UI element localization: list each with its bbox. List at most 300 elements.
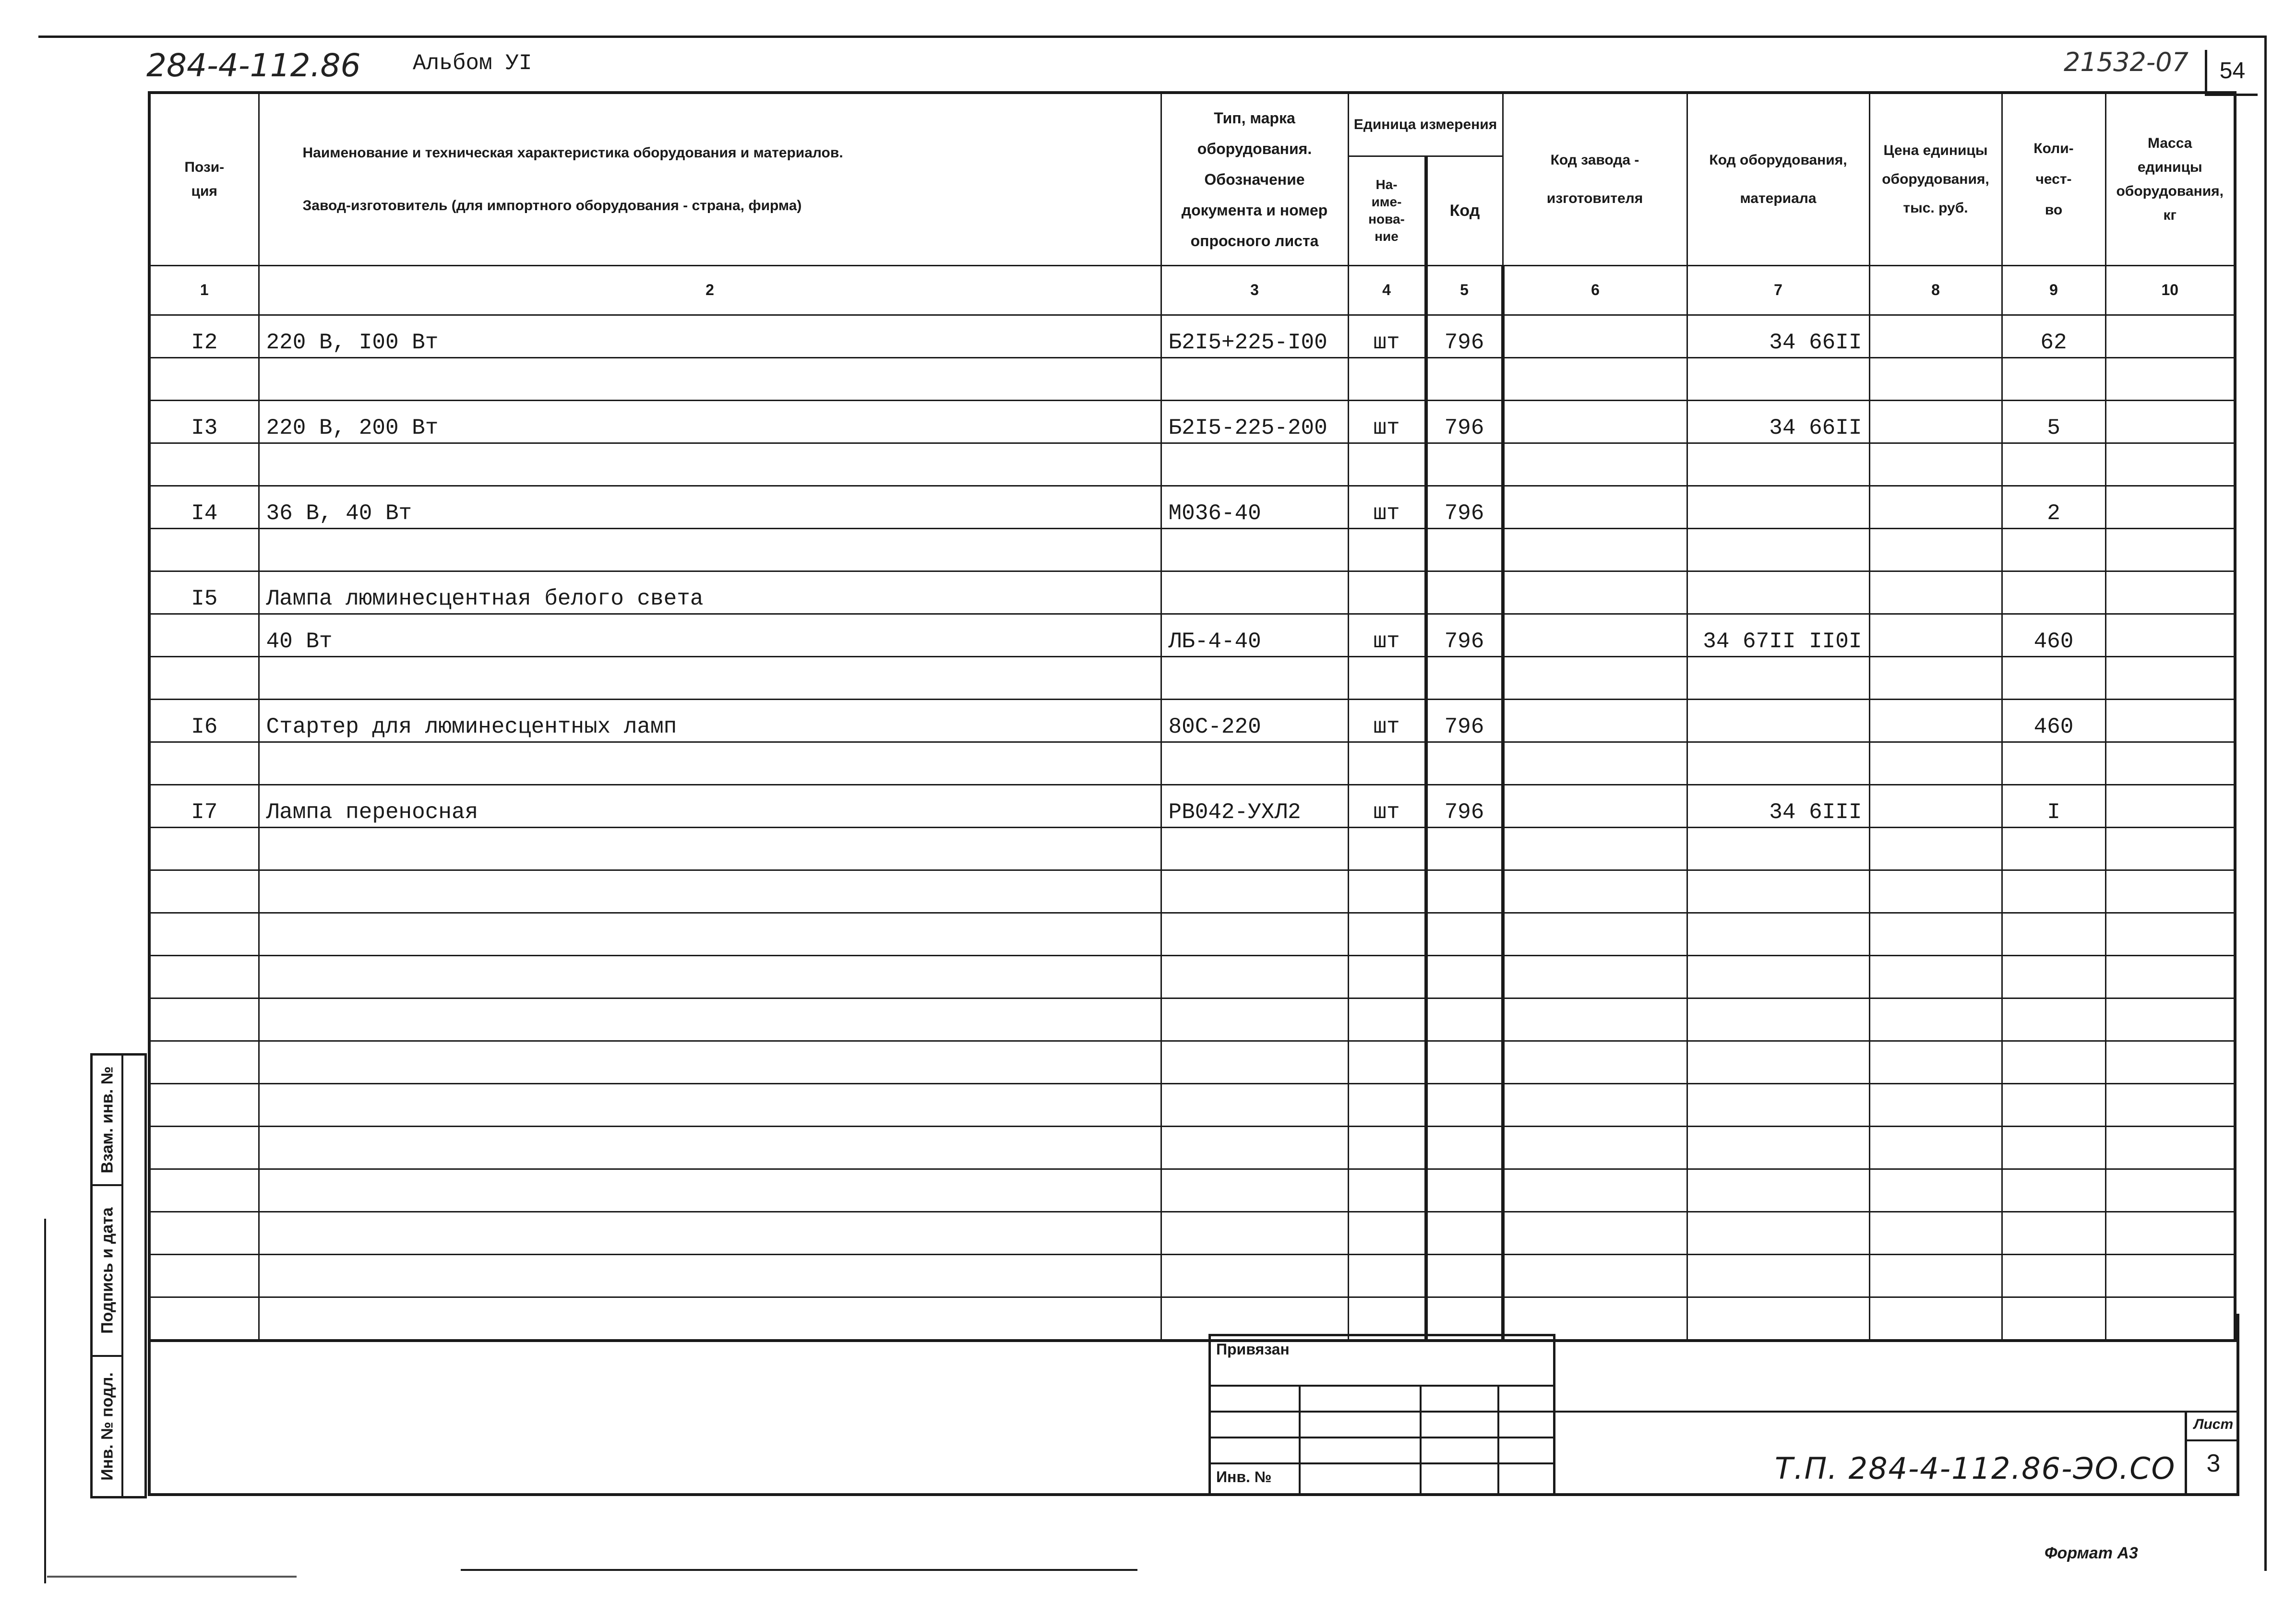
row-unit-name bbox=[1348, 998, 1426, 1041]
row-type bbox=[1161, 1169, 1348, 1212]
table-row bbox=[149, 955, 2235, 998]
row-factory-code bbox=[1503, 1083, 1687, 1126]
row-unit-code: 796 bbox=[1426, 486, 1503, 528]
row-unit-name: шт bbox=[1348, 699, 1426, 742]
col-header-quantity: Коли- чест- во bbox=[2002, 93, 2105, 265]
row-price bbox=[1869, 1212, 2002, 1254]
row-unit-code bbox=[1426, 571, 1503, 614]
row-factory-code bbox=[1503, 1169, 1687, 1212]
row-quantity bbox=[2002, 571, 2105, 614]
row-type: 80С-220 bbox=[1161, 699, 1348, 742]
row-name bbox=[259, 1126, 1161, 1169]
row-unit-code bbox=[1426, 1083, 1503, 1126]
col-header-mass: Масса единицы оборудования, кг bbox=[2105, 93, 2235, 265]
row-position bbox=[149, 528, 259, 571]
row-factory-code bbox=[1503, 614, 1687, 656]
table-row bbox=[149, 699, 2235, 742]
row-name: 220 В, I00 Вт bbox=[259, 315, 1161, 357]
col-num: 3 bbox=[1161, 265, 1348, 315]
page-number-box bbox=[2205, 50, 2258, 96]
table-row bbox=[149, 315, 2235, 357]
row-factory-code bbox=[1503, 357, 1687, 400]
row-unit-code bbox=[1426, 528, 1503, 571]
row-equipment-code bbox=[1687, 955, 1869, 998]
row-position: I6 bbox=[149, 699, 259, 742]
row-position: I4 bbox=[149, 486, 259, 528]
row-factory-code bbox=[1503, 486, 1687, 528]
row-price bbox=[1869, 357, 2002, 400]
row-factory-code bbox=[1503, 827, 1687, 870]
row-unit-code: 796 bbox=[1426, 784, 1503, 827]
row-name bbox=[259, 998, 1161, 1041]
row-mass bbox=[2105, 870, 2235, 913]
row-unit-name bbox=[1348, 913, 1426, 955]
row-quantity bbox=[2002, 870, 2105, 913]
document-designation: Т.П. 284-4-112.86-ЭО.СО bbox=[1775, 1451, 2176, 1486]
row-price bbox=[1869, 742, 2002, 784]
col-header-name: Наименование и техническая характеристика оборудования и материалов. Завод-изготовитель (для импортного оборудования - страна, фирма) bbox=[259, 93, 1161, 265]
frame-top-line bbox=[38, 36, 2265, 38]
row-quantity bbox=[2002, 357, 2105, 400]
row-price bbox=[1869, 400, 2002, 443]
row-position: I7 bbox=[149, 784, 259, 827]
row-position bbox=[149, 913, 259, 955]
tb-vline bbox=[1420, 1385, 1422, 1496]
row-equipment-code: 34 66II bbox=[1687, 400, 1869, 443]
row-name: Лампа переносная bbox=[259, 784, 1161, 827]
row-equipment-code bbox=[1687, 443, 1869, 486]
row-unit-name: шт bbox=[1348, 400, 1426, 443]
row-unit-code bbox=[1426, 357, 1503, 400]
row-position bbox=[149, 955, 259, 998]
row-unit-code: 796 bbox=[1426, 400, 1503, 443]
row-factory-code bbox=[1503, 1212, 1687, 1254]
row-unit-code bbox=[1426, 998, 1503, 1041]
margin-cell-vzam bbox=[93, 1056, 122, 1186]
row-type: Б2I5+225-I00 bbox=[1161, 315, 1348, 357]
row-quantity bbox=[2002, 1041, 2105, 1083]
row-unit-name: шт bbox=[1348, 784, 1426, 827]
table-row bbox=[149, 998, 2235, 1041]
row-mass bbox=[2105, 1041, 2235, 1083]
row-quantity: 5 bbox=[2002, 400, 2105, 443]
row-mass bbox=[2105, 486, 2235, 528]
row-name bbox=[259, 1083, 1161, 1126]
row-name bbox=[259, 742, 1161, 784]
row-quantity bbox=[2002, 742, 2105, 784]
row-price bbox=[1869, 870, 2002, 913]
row-price bbox=[1869, 614, 2002, 656]
row-quantity: 460 bbox=[2002, 699, 2105, 742]
row-quantity bbox=[2002, 656, 2105, 699]
row-factory-code bbox=[1503, 656, 1687, 699]
row-price bbox=[1869, 955, 2002, 998]
table-row bbox=[149, 1041, 2235, 1083]
table-row bbox=[149, 486, 2235, 528]
doc-code-handwritten: 284-4-112.86 bbox=[146, 47, 361, 84]
row-position: I2 bbox=[149, 315, 259, 357]
row-unit-name bbox=[1348, 656, 1426, 699]
row-unit-name bbox=[1348, 443, 1426, 486]
row-mass bbox=[2105, 1169, 2235, 1212]
row-type: М036-40 bbox=[1161, 486, 1348, 528]
row-equipment-code bbox=[1687, 827, 1869, 870]
margin-cell-inv-podl bbox=[93, 1357, 122, 1496]
row-mass bbox=[2105, 656, 2235, 699]
row-position bbox=[149, 1083, 259, 1126]
row-price bbox=[1869, 1041, 2002, 1083]
table-row bbox=[149, 443, 2235, 486]
row-factory-code bbox=[1503, 315, 1687, 357]
frame-left-line bbox=[44, 1219, 46, 1583]
row-quantity bbox=[2002, 827, 2105, 870]
row-position bbox=[149, 998, 259, 1041]
row-type bbox=[1161, 1041, 1348, 1083]
col-header-unit-group: Единица измерения bbox=[1348, 93, 1503, 156]
col-num: 6 bbox=[1503, 265, 1687, 315]
table-row bbox=[149, 614, 2235, 656]
row-type bbox=[1161, 443, 1348, 486]
row-price bbox=[1869, 827, 2002, 870]
row-factory-code bbox=[1503, 1254, 1687, 1297]
margin-label-inv-podl: Инв. № подл. bbox=[98, 1372, 117, 1481]
col-num: 9 bbox=[2002, 265, 2105, 315]
tb-line bbox=[1208, 1462, 1555, 1464]
table-row bbox=[149, 528, 2235, 571]
tb-sheet-hline bbox=[2185, 1439, 2239, 1441]
row-unit-name bbox=[1348, 1041, 1426, 1083]
row-equipment-code bbox=[1687, 913, 1869, 955]
row-type bbox=[1161, 1126, 1348, 1169]
row-name bbox=[259, 1254, 1161, 1297]
table-row bbox=[149, 1212, 2235, 1254]
row-price bbox=[1869, 571, 2002, 614]
frame-bottom-line-left bbox=[47, 1576, 297, 1578]
row-equipment-code: 34 6III bbox=[1687, 784, 1869, 827]
col-num: 8 bbox=[1869, 265, 2002, 315]
frame-right-line bbox=[2264, 36, 2267, 1571]
margin-label-vzam: Взам. инв. № bbox=[98, 1066, 117, 1174]
row-position bbox=[149, 614, 259, 656]
row-mass bbox=[2105, 571, 2235, 614]
sheet-number: 3 bbox=[2206, 1450, 2221, 1477]
row-unit-name bbox=[1348, 870, 1426, 913]
row-unit-code bbox=[1426, 1041, 1503, 1083]
margin-label-podpis: Подпись и дата bbox=[98, 1207, 117, 1334]
row-type bbox=[1161, 1254, 1348, 1297]
col-header-price: Цена единицы оборудования, тыс. руб. bbox=[1869, 93, 2002, 265]
row-mass bbox=[2105, 827, 2235, 870]
col-num: 5 bbox=[1426, 265, 1503, 315]
row-price bbox=[1869, 315, 2002, 357]
table-row bbox=[149, 1254, 2235, 1297]
row-unit-code: 796 bbox=[1426, 699, 1503, 742]
sheet-label: Лист bbox=[2193, 1416, 2234, 1432]
row-price bbox=[1869, 443, 2002, 486]
row-unit-name bbox=[1348, 1083, 1426, 1126]
margin-cell-podpis bbox=[93, 1186, 122, 1357]
row-type: Б2I5-225-200 bbox=[1161, 400, 1348, 443]
page-number: 54 bbox=[2219, 58, 2246, 83]
row-mass bbox=[2105, 1083, 2235, 1126]
row-quantity bbox=[2002, 1169, 2105, 1212]
table-row bbox=[149, 827, 2235, 870]
row-price bbox=[1869, 486, 2002, 528]
tb-outline-right-small bbox=[1553, 1334, 1555, 1496]
row-mass bbox=[2105, 784, 2235, 827]
tb-outline-top bbox=[1208, 1334, 1555, 1336]
row-factory-code bbox=[1503, 443, 1687, 486]
row-quantity bbox=[2002, 1212, 2105, 1254]
row-unit-code bbox=[1426, 742, 1503, 784]
row-mass bbox=[2105, 955, 2235, 998]
row-price bbox=[1869, 1254, 2002, 1297]
row-position bbox=[149, 870, 259, 913]
row-mass bbox=[2105, 1254, 2235, 1297]
row-mass bbox=[2105, 614, 2235, 656]
row-equipment-code bbox=[1687, 528, 1869, 571]
row-factory-code bbox=[1503, 784, 1687, 827]
row-equipment-code bbox=[1687, 486, 1869, 528]
row-type bbox=[1161, 1212, 1348, 1254]
row-quantity bbox=[2002, 1126, 2105, 1169]
row-unit-name: шт bbox=[1348, 486, 1426, 528]
row-unit-code bbox=[1426, 1212, 1503, 1254]
row-equipment-code bbox=[1687, 1083, 1869, 1126]
row-type bbox=[1161, 571, 1348, 614]
column-number-row bbox=[149, 265, 2235, 315]
tb-outline-left bbox=[1208, 1334, 1211, 1496]
row-factory-code bbox=[1503, 571, 1687, 614]
col-header-factory-code: Код завода - изготовителя bbox=[1503, 93, 1687, 265]
row-position bbox=[149, 1254, 259, 1297]
row-position bbox=[149, 357, 259, 400]
table-row bbox=[149, 400, 2235, 443]
row-name bbox=[259, 1169, 1161, 1212]
row-unit-name bbox=[1348, 955, 1426, 998]
col-header-position: Пози- ция bbox=[149, 93, 259, 265]
row-equipment-code bbox=[1687, 998, 1869, 1041]
row-equipment-code bbox=[1687, 571, 1869, 614]
table-row bbox=[149, 870, 2235, 913]
row-name: Стартер для люминесцентных ламп bbox=[259, 699, 1161, 742]
row-mass bbox=[2105, 528, 2235, 571]
row-quantity bbox=[2002, 1254, 2105, 1297]
tb-line bbox=[1208, 1437, 1555, 1438]
row-name bbox=[259, 443, 1161, 486]
table-row bbox=[149, 656, 2235, 699]
privyazan-label: Привязан bbox=[1216, 1341, 1290, 1358]
table-row bbox=[149, 784, 2235, 827]
row-unit-name: шт bbox=[1348, 315, 1426, 357]
table-row bbox=[149, 913, 2235, 955]
row-equipment-code: 34 67II II0I bbox=[1687, 614, 1869, 656]
col-num: 2 bbox=[259, 265, 1161, 315]
row-name bbox=[259, 1041, 1161, 1083]
tb-vline bbox=[1497, 1385, 1499, 1496]
row-type bbox=[1161, 528, 1348, 571]
row-quantity bbox=[2002, 1083, 2105, 1126]
col-header-type: Тип, марка оборудования. Обозначение документа и номер опросного листа bbox=[1161, 93, 1348, 265]
row-factory-code bbox=[1503, 955, 1687, 998]
row-price bbox=[1869, 784, 2002, 827]
row-name: 40 Вт bbox=[259, 614, 1161, 656]
row-price bbox=[1869, 528, 2002, 571]
margin-stamp bbox=[90, 1053, 147, 1498]
row-position bbox=[149, 1041, 259, 1083]
row-unit-name bbox=[1348, 528, 1426, 571]
row-mass bbox=[2105, 699, 2235, 742]
row-price bbox=[1869, 1083, 2002, 1126]
row-type bbox=[1161, 742, 1348, 784]
row-quantity: I bbox=[2002, 784, 2105, 827]
row-position: I5 bbox=[149, 571, 259, 614]
row-equipment-code bbox=[1687, 1254, 1869, 1297]
row-unit-code: 796 bbox=[1426, 614, 1503, 656]
row-name bbox=[259, 870, 1161, 913]
table-row bbox=[149, 742, 2235, 784]
tb-line bbox=[1208, 1411, 2239, 1413]
row-type bbox=[1161, 998, 1348, 1041]
col-num: 7 bbox=[1687, 265, 1869, 315]
row-position bbox=[149, 742, 259, 784]
row-quantity bbox=[2002, 443, 2105, 486]
row-unit-code bbox=[1426, 443, 1503, 486]
row-price bbox=[1869, 656, 2002, 699]
row-type bbox=[1161, 955, 1348, 998]
table-row bbox=[149, 571, 2235, 614]
row-unit-name bbox=[1348, 1212, 1426, 1254]
row-factory-code bbox=[1503, 1041, 1687, 1083]
specification-table bbox=[148, 91, 2236, 1342]
col-num: 4 bbox=[1348, 265, 1426, 315]
row-mass bbox=[2105, 1212, 2235, 1254]
inv-no-label: Инв. № bbox=[1216, 1468, 1272, 1485]
row-unit-code: 796 bbox=[1426, 315, 1503, 357]
row-name bbox=[259, 528, 1161, 571]
row-quantity: 460 bbox=[2002, 614, 2105, 656]
table-row bbox=[149, 357, 2235, 400]
row-type bbox=[1161, 913, 1348, 955]
row-type bbox=[1161, 656, 1348, 699]
row-factory-code bbox=[1503, 913, 1687, 955]
row-price bbox=[1869, 913, 2002, 955]
row-quantity bbox=[2002, 528, 2105, 571]
row-unit-name bbox=[1348, 571, 1426, 614]
row-unit-code bbox=[1426, 1254, 1503, 1297]
row-factory-code bbox=[1503, 998, 1687, 1041]
row-position: I3 bbox=[149, 400, 259, 443]
frame-bottom-line-mid bbox=[461, 1569, 1137, 1571]
row-name bbox=[259, 357, 1161, 400]
row-name bbox=[259, 955, 1161, 998]
row-unit-code bbox=[1426, 1126, 1503, 1169]
row-unit-name bbox=[1348, 1169, 1426, 1212]
row-mass bbox=[2105, 443, 2235, 486]
table-row bbox=[149, 1083, 2235, 1126]
row-equipment-code bbox=[1687, 1126, 1869, 1169]
tb-sheet-vline bbox=[2185, 1411, 2187, 1496]
row-quantity bbox=[2002, 913, 2105, 955]
row-unit-name bbox=[1348, 1254, 1426, 1297]
row-type bbox=[1161, 1083, 1348, 1126]
title-block bbox=[1208, 1334, 2239, 1496]
row-factory-code bbox=[1503, 699, 1687, 742]
col-header-unit-name: На- име- нова- ние bbox=[1348, 156, 1426, 265]
row-type: РВ042-УХЛ2 bbox=[1161, 784, 1348, 827]
row-position bbox=[149, 443, 259, 486]
col-header-equipment-code: Код оборудования, материала bbox=[1687, 93, 1869, 265]
row-name bbox=[259, 656, 1161, 699]
row-mass bbox=[2105, 998, 2235, 1041]
row-equipment-code bbox=[1687, 699, 1869, 742]
row-equipment-code bbox=[1687, 656, 1869, 699]
col-num: 10 bbox=[2105, 265, 2235, 315]
row-quantity bbox=[2002, 998, 2105, 1041]
album-label: Альбом УI bbox=[413, 51, 532, 76]
row-equipment-code bbox=[1687, 1169, 1869, 1212]
row-unit-code bbox=[1426, 913, 1503, 955]
row-unit-code bbox=[1426, 955, 1503, 998]
row-mass bbox=[2105, 1126, 2235, 1169]
row-price bbox=[1869, 699, 2002, 742]
row-position bbox=[149, 827, 259, 870]
row-equipment-code: 34 66II bbox=[1687, 315, 1869, 357]
row-unit-code bbox=[1426, 870, 1503, 913]
row-name bbox=[259, 1212, 1161, 1254]
row-unit-name bbox=[1348, 1126, 1426, 1169]
col-num: 1 bbox=[149, 265, 259, 315]
row-type bbox=[1161, 827, 1348, 870]
row-equipment-code bbox=[1687, 1041, 1869, 1083]
row-mass bbox=[2105, 400, 2235, 443]
row-mass bbox=[2105, 357, 2235, 400]
row-factory-code bbox=[1503, 400, 1687, 443]
row-price bbox=[1869, 998, 2002, 1041]
row-position bbox=[149, 1212, 259, 1254]
table-row bbox=[149, 1169, 2235, 1212]
row-equipment-code bbox=[1687, 870, 1869, 913]
row-unit-code bbox=[1426, 1169, 1503, 1212]
row-factory-code bbox=[1503, 742, 1687, 784]
row-name bbox=[259, 827, 1161, 870]
row-unit-code bbox=[1426, 827, 1503, 870]
row-name: Лампа люминесцентная белого света bbox=[259, 571, 1161, 614]
row-unit-name bbox=[1348, 827, 1426, 870]
format-label: Формат А3 bbox=[2045, 1544, 2138, 1562]
row-equipment-code bbox=[1687, 1212, 1869, 1254]
row-quantity: 2 bbox=[2002, 486, 2105, 528]
row-factory-code bbox=[1503, 1126, 1687, 1169]
row-type bbox=[1161, 870, 1348, 913]
row-position bbox=[149, 1169, 259, 1212]
row-name: 36 В, 40 Вт bbox=[259, 486, 1161, 528]
row-mass bbox=[2105, 913, 2235, 955]
row-quantity: 62 bbox=[2002, 315, 2105, 357]
row-position bbox=[149, 656, 259, 699]
tb-vline bbox=[1299, 1385, 1301, 1496]
row-type: ЛБ-4-40 bbox=[1161, 614, 1348, 656]
inventory-handwritten: 21532-07 bbox=[2064, 47, 2188, 77]
row-equipment-code bbox=[1687, 357, 1869, 400]
table-row bbox=[149, 1126, 2235, 1169]
row-unit-name: шт bbox=[1348, 614, 1426, 656]
tb-line bbox=[1208, 1385, 1555, 1387]
row-mass bbox=[2105, 742, 2235, 784]
row-factory-code bbox=[1503, 870, 1687, 913]
row-type bbox=[1161, 357, 1348, 400]
row-unit-code bbox=[1426, 656, 1503, 699]
